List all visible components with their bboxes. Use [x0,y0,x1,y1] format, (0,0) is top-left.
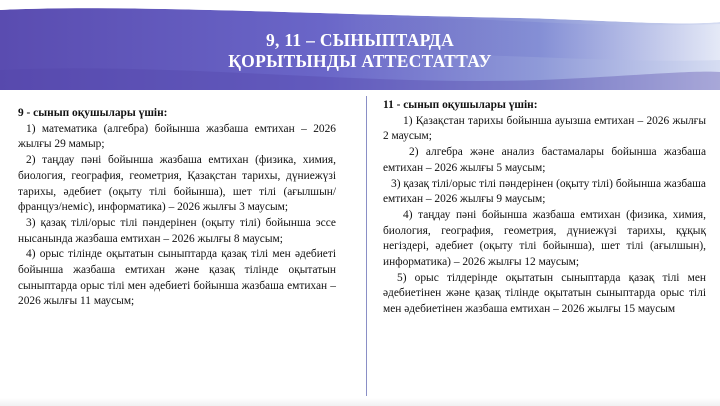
grade-9-item-3: 3) қазақ тілі/орыс тілі пәндерінен (оқыту тілі) бойынша эссе нысанында жазбаша емтихан – 2026 жылғы 8 маусым; [18,216,336,245]
grade-11-item-2: 2) алгебра және анализ бастамалары бойынша жазбаша емтихан – 2026 жылғы 5 маусым; [383,146,706,174]
grade-11-item-3: 3) қазақ тілі/орыс тілі пәндерінен (оқыту тілі) бойынша жазбаша емтихан – 2026 жылғы 9 маусым; [383,177,706,206]
grade-9-item-1: 1) математика (алгебра) бойынша жазбаша емтихан – 2026 жылғы 29 мамыр; [18,122,336,151]
grade-9-item-2: 2) таңдау пәні бойынша жазбаша емтихан (физика, химия, биология, география, геометрия, Қазақстан тарихы, дүниежүзі тарихы, әдебиет (оқыту тілі бойынша), шет тілі (ағылшын/француз/неміс), информатика) – 2026 жылғы 3 маусым; [18,154,336,214]
grade-11-item-4: 4) таңдау пәні бойынша жазбаша емтихан (физика, химия, биология, география, геометрия, дүниежүзі тарихы, құқық негіздері, әдебиет (оқыту тілі бойынша), шет тілі (ағылшын), информатика) – 2026 жылғы 12 маусым; [383,208,706,269]
title-line-2: ҚОРЫТЫНДЫ АТТЕСТАТТАУ [228,51,492,71]
slide-bottom-shadow [0,398,720,406]
column-divider [366,96,367,396]
page-title [0,30,720,72]
grade-11-column [383,98,706,318]
grade-11-item-5: 5) орыс тілдерінде оқытатын сыныптарда қазақ тілі мен әдебиетінен және қазақ тілінде оқытатын сыныптарда орыс тілі мен әдебиетінен жазбаша емтихан – 2026 жылғы 15 маусым [383,271,706,316]
grade-9-column [18,106,336,310]
title-banner [0,0,720,90]
grade-9-heading: 9 - сынып оқушылары үшін: [18,107,168,119]
grade-11-heading: 11 - сынып оқушылары үшін: [383,99,538,111]
grade-11-item-1: 1) Қазақстан тарихы бойынша ауызша емтихан – 2026 жылғы 2 маусым; [383,114,706,143]
grade-9-item-4: 4) орыс тілінде оқытатын сыныптарда қазақ тілі мен әдебиеті бойынша жазбаша емтихан және қазақ тілінде оқытатын сыныптарда орыс тілі мен әдебиеті бойынша жазбаша емтихан – 2026 жылғы 11 маусым; [18,248,336,308]
title-line-1: 9, 11 – СЫНЫПТАРДА [265,30,455,50]
